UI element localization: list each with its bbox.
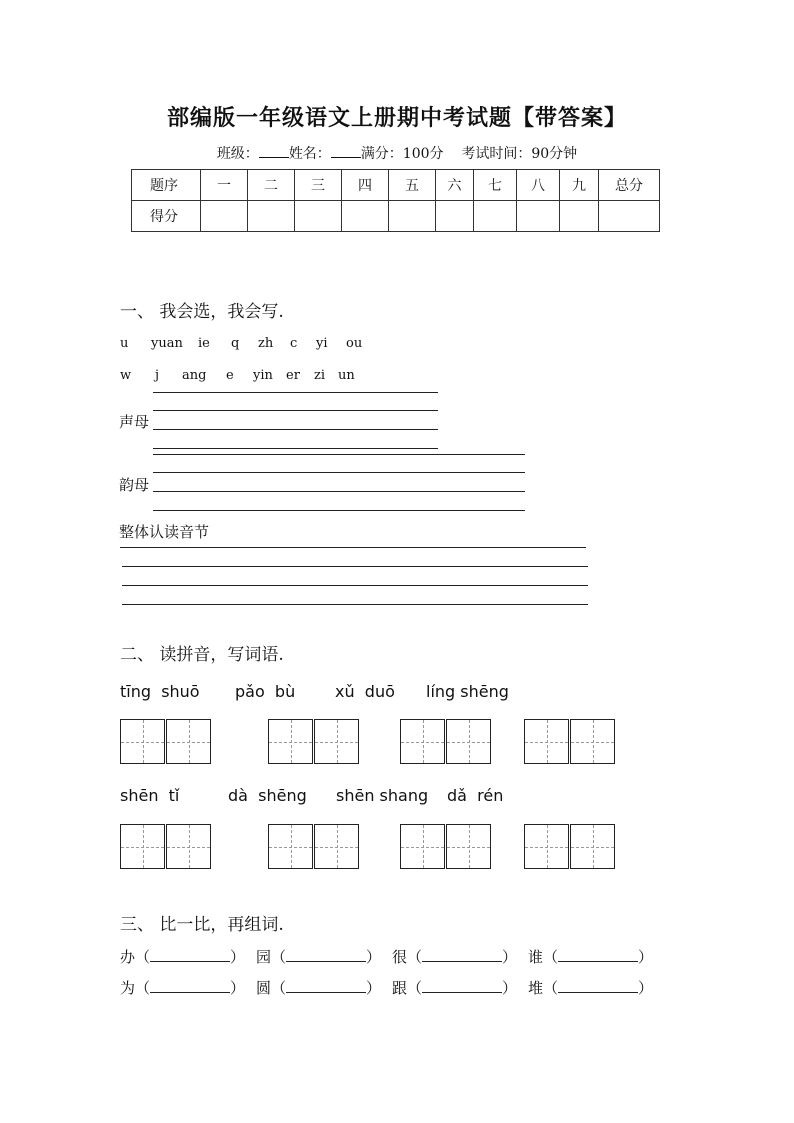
word-blank[interactable] bbox=[422, 947, 502, 962]
open-paren: （ bbox=[407, 979, 423, 997]
full-score: 满分：100分 bbox=[360, 146, 444, 162]
word-blank[interactable] bbox=[558, 947, 638, 962]
table-header-cell: 一 bbox=[201, 170, 248, 201]
score-cell[interactable] bbox=[517, 201, 560, 232]
tianzige-box[interactable] bbox=[446, 824, 491, 869]
pinyin-item: q bbox=[231, 336, 240, 351]
table-header-cell: 八 bbox=[517, 170, 560, 201]
compare-item bbox=[120, 977, 245, 998]
score-cell[interactable] bbox=[248, 201, 295, 232]
open-paren: （ bbox=[543, 979, 559, 997]
zhengti-label: 整体认读音节 bbox=[119, 523, 210, 541]
score-table bbox=[131, 169, 660, 232]
score-cell[interactable] bbox=[342, 201, 389, 232]
tianzige-box[interactable] bbox=[570, 824, 615, 869]
pinyin-item: ou bbox=[346, 336, 363, 351]
section3-heading: 三、 比一比，再组词. bbox=[120, 915, 284, 935]
pinyin-item: zh bbox=[258, 336, 274, 351]
tianzige-box[interactable] bbox=[314, 824, 359, 869]
compare-char: 堆 bbox=[528, 979, 544, 997]
compare-char: 为 bbox=[120, 979, 136, 997]
tianzige-box[interactable] bbox=[268, 719, 313, 764]
page-title: 部编版一年级语文上册期中考试题【带答案】 bbox=[166, 105, 627, 131]
table-header-cell: 三 bbox=[295, 170, 342, 201]
score-table-header-row bbox=[132, 170, 660, 201]
exam-time: 考试时间：90分钟 bbox=[461, 146, 578, 162]
yunmu-answer-line[interactable] bbox=[153, 454, 525, 455]
table-header-cell: 九 bbox=[560, 170, 599, 201]
score-cell[interactable] bbox=[295, 201, 342, 232]
exam-info bbox=[0, 143, 794, 163]
pinyin-item: un bbox=[338, 368, 355, 383]
score-table-score-row bbox=[132, 201, 660, 232]
yunmu-answer-line[interactable] bbox=[153, 491, 525, 492]
pinyin-item: c bbox=[290, 336, 298, 351]
pinyin-word: shēn shang bbox=[336, 786, 429, 805]
score-cell[interactable] bbox=[389, 201, 436, 232]
compare-item bbox=[528, 977, 653, 998]
open-paren: （ bbox=[271, 979, 287, 997]
zhengti-answer-line[interactable] bbox=[122, 566, 588, 567]
pinyin-item: yuan bbox=[151, 336, 183, 351]
score-cell[interactable] bbox=[474, 201, 517, 232]
shengmu-answer-line[interactable] bbox=[153, 448, 438, 449]
tianzige-box[interactable] bbox=[570, 719, 615, 764]
zhengti-answer-line[interactable] bbox=[122, 585, 588, 586]
open-paren: （ bbox=[543, 948, 559, 966]
close-paren: ） bbox=[502, 979, 518, 997]
compare-item bbox=[528, 946, 653, 967]
name-label: 姓名： bbox=[288, 146, 331, 162]
section2-heading: 二、 读拼音，写词语. bbox=[120, 645, 284, 665]
tianzige-box[interactable] bbox=[400, 824, 445, 869]
word-blank[interactable] bbox=[286, 947, 366, 962]
close-paren: ） bbox=[366, 979, 382, 997]
pinyin-word: dǎ rén bbox=[447, 786, 504, 805]
compare-char: 跟 bbox=[392, 979, 408, 997]
compare-item bbox=[256, 946, 381, 967]
table-header-cell: 七 bbox=[474, 170, 517, 201]
word-blank[interactable] bbox=[150, 978, 230, 993]
pinyin-word: xǔ duō bbox=[335, 682, 395, 701]
word-blank[interactable] bbox=[150, 947, 230, 962]
pinyin-item: yi bbox=[316, 336, 328, 351]
close-paren: ） bbox=[230, 948, 246, 966]
class-blank[interactable] bbox=[259, 143, 289, 158]
close-paren: ） bbox=[638, 948, 654, 966]
pinyin-word: dà shēng bbox=[228, 786, 307, 805]
open-paren: （ bbox=[135, 948, 151, 966]
close-paren: ） bbox=[502, 948, 518, 966]
open-paren: （ bbox=[407, 948, 423, 966]
close-paren: ） bbox=[366, 948, 382, 966]
pinyin-item: zi bbox=[314, 368, 326, 383]
tianzige-box[interactable] bbox=[268, 824, 313, 869]
tianzige-box[interactable] bbox=[314, 719, 359, 764]
word-blank[interactable] bbox=[558, 978, 638, 993]
yunmu-answer-line[interactable] bbox=[153, 472, 525, 473]
table-header-cell: 总分 bbox=[599, 170, 660, 201]
pinyin-item: ang bbox=[182, 368, 207, 383]
close-paren: ） bbox=[638, 979, 654, 997]
compare-char: 谁 bbox=[528, 948, 544, 966]
compare-char: 很 bbox=[392, 948, 408, 966]
tianzige-box[interactable] bbox=[446, 719, 491, 764]
word-blank[interactable] bbox=[286, 978, 366, 993]
zhengti-answer-line[interactable] bbox=[120, 547, 586, 548]
shengmu-answer-line[interactable] bbox=[153, 410, 438, 411]
score-cell[interactable] bbox=[436, 201, 474, 232]
word-blank[interactable] bbox=[422, 978, 502, 993]
tianzige-box[interactable] bbox=[120, 824, 165, 869]
class-label: 班级： bbox=[216, 146, 259, 162]
compare-item bbox=[256, 977, 381, 998]
tianzige-box[interactable] bbox=[524, 824, 569, 869]
name-blank[interactable] bbox=[331, 143, 361, 158]
open-paren: （ bbox=[135, 979, 151, 997]
compare-item bbox=[120, 946, 245, 967]
tianzige-box[interactable] bbox=[166, 824, 211, 869]
pinyin-item: er bbox=[286, 368, 300, 383]
open-paren: （ bbox=[271, 948, 287, 966]
compare-item bbox=[392, 977, 517, 998]
tianzige-box[interactable] bbox=[120, 719, 165, 764]
compare-char: 办 bbox=[120, 948, 136, 966]
section1-heading: 一、 我会选，我会写. bbox=[120, 302, 284, 322]
pinyin-word: pǎo bù bbox=[235, 682, 296, 701]
pinyin-word: shēn tǐ bbox=[120, 786, 180, 805]
compare-char: 园 bbox=[256, 948, 272, 966]
pinyin-item: e bbox=[226, 368, 234, 383]
pinyin-item: w bbox=[120, 368, 132, 383]
pinyin-item: ie bbox=[198, 336, 210, 351]
compare-char: 圆 bbox=[256, 979, 272, 997]
table-header-cell: 六 bbox=[436, 170, 474, 201]
yunmu-label: 韵母 bbox=[119, 476, 150, 494]
tianzige-box[interactable] bbox=[524, 719, 569, 764]
pinyin-item: yin bbox=[253, 368, 273, 383]
pinyin-item: j bbox=[155, 368, 160, 383]
score-cell[interactable] bbox=[560, 201, 599, 232]
zhengti-answer-line[interactable] bbox=[122, 604, 588, 605]
pinyin-item: u bbox=[120, 336, 129, 351]
pinyin-word: tīng shuō bbox=[120, 682, 200, 701]
table-header-cell: 五 bbox=[389, 170, 436, 201]
table-header-cell: 二 bbox=[248, 170, 295, 201]
table-header-cell: 四 bbox=[342, 170, 389, 201]
score-row-label: 得分 bbox=[132, 201, 201, 232]
table-header-cell: 题序 bbox=[132, 170, 201, 201]
yunmu-answer-line[interactable] bbox=[153, 510, 525, 511]
tianzige-box[interactable] bbox=[166, 719, 211, 764]
shengmu-label: 声母 bbox=[119, 413, 150, 431]
tianzige-box[interactable] bbox=[400, 719, 445, 764]
score-cell[interactable] bbox=[599, 201, 660, 232]
compare-item bbox=[392, 946, 517, 967]
shengmu-answer-line[interactable] bbox=[153, 429, 438, 430]
pinyin-word: líng shēng bbox=[426, 682, 509, 701]
shengmu-answer-line[interactable] bbox=[153, 392, 438, 393]
close-paren: ） bbox=[230, 979, 246, 997]
score-cell[interactable] bbox=[201, 201, 248, 232]
